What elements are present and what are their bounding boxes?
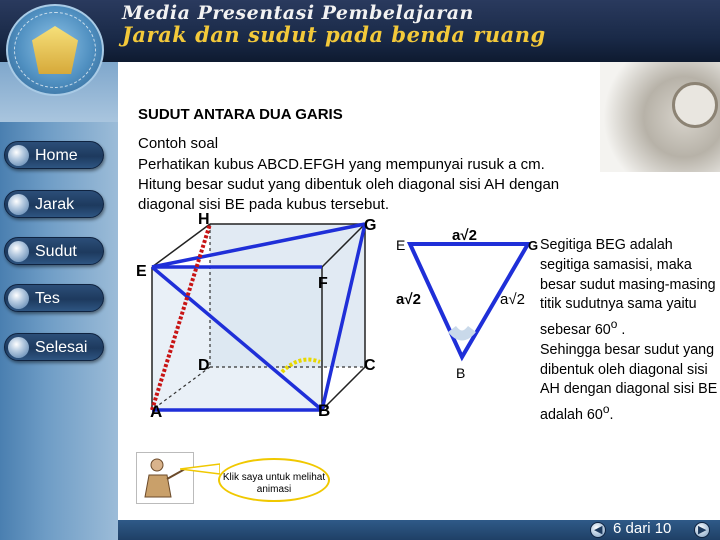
clock-decoration-icon <box>600 62 720 172</box>
nav-orb-icon <box>8 241 29 262</box>
vertex-label-F: F <box>318 275 328 292</box>
app-title: Media Presentasi Pembelajaran <box>122 2 474 24</box>
triangle-label-B: B <box>456 365 466 381</box>
page-indicator: 6 dari 10 <box>613 520 672 537</box>
triangle-label-E: E <box>396 237 406 253</box>
teacher-figure-icon <box>136 452 194 504</box>
sidebar-item-home[interactable]: Home <box>4 141 104 169</box>
triangle-side-right: a√2 <box>500 291 525 308</box>
arrow-right-icon: ▶ <box>698 524 707 536</box>
problem-text-line: Hitung besar sudut yang dibentuk oleh diagonal sisi AH dengan <box>138 176 560 193</box>
nav-orb-icon <box>8 337 29 358</box>
vertex-label-G: G <box>364 217 377 234</box>
triangle-side-left: a√2 <box>396 291 421 308</box>
triangle-label-G: G <box>528 238 539 253</box>
explanation-text: Segitiga BEG adalah segitiga samasisi, maka besar sudut masing-masing titik sudutnya sama yaitu sebesar 60$^o$ . Sehingga besar sudut yang dibentuk oleh diagonal sisi AH dengan diagonal sisi BE adalah 60$^o$. <box>540 237 718 423</box>
section-title: SUDUT ANTARA DUA GARIS <box>138 106 343 123</box>
nav-orb-icon <box>8 145 29 166</box>
speech-tail-icon <box>180 462 220 476</box>
animation-button[interactable]: Klik saya untuk melihat animasi <box>218 458 330 502</box>
problem-text-line: Perhatikan kubus ABCD.EFGH yang mempunyai rusuk a cm. <box>138 156 545 173</box>
nav-orb-icon <box>8 194 29 215</box>
prev-page-button[interactable] <box>590 522 606 538</box>
triangle-side-top: a√2 <box>452 227 477 244</box>
sidebar-item-selesai[interactable]: Selesai <box>4 333 104 361</box>
arrow-left-icon: ◀ <box>594 524 603 536</box>
example-heading: Contoh soal <box>138 135 219 152</box>
vertex-label-H: H <box>198 212 210 228</box>
problem-text-line: diagonal sisi BE pada kubus tersebut. <box>138 196 389 213</box>
sidebar-item-jarak[interactable]: Jarak <box>4 190 104 218</box>
nav-orb-icon <box>8 288 29 309</box>
angle-marker <box>452 329 472 336</box>
vertex-label-E: E <box>136 263 147 280</box>
sidebar-item-sudut[interactable]: Sudut <box>4 237 104 265</box>
cube-diagram <box>130 212 570 432</box>
vertex-label-C: C <box>364 357 376 374</box>
vertex-label-B: B <box>318 401 331 420</box>
vertex-label-D: D <box>198 357 210 374</box>
emblem-logo-icon <box>6 4 104 96</box>
next-page-button[interactable] <box>694 522 710 538</box>
app-subtitle: Jarak dan sudut pada benda ruang <box>122 22 546 47</box>
vertex-label-A: A <box>150 402 163 421</box>
sidebar-item-tes[interactable]: Tes <box>4 284 104 312</box>
